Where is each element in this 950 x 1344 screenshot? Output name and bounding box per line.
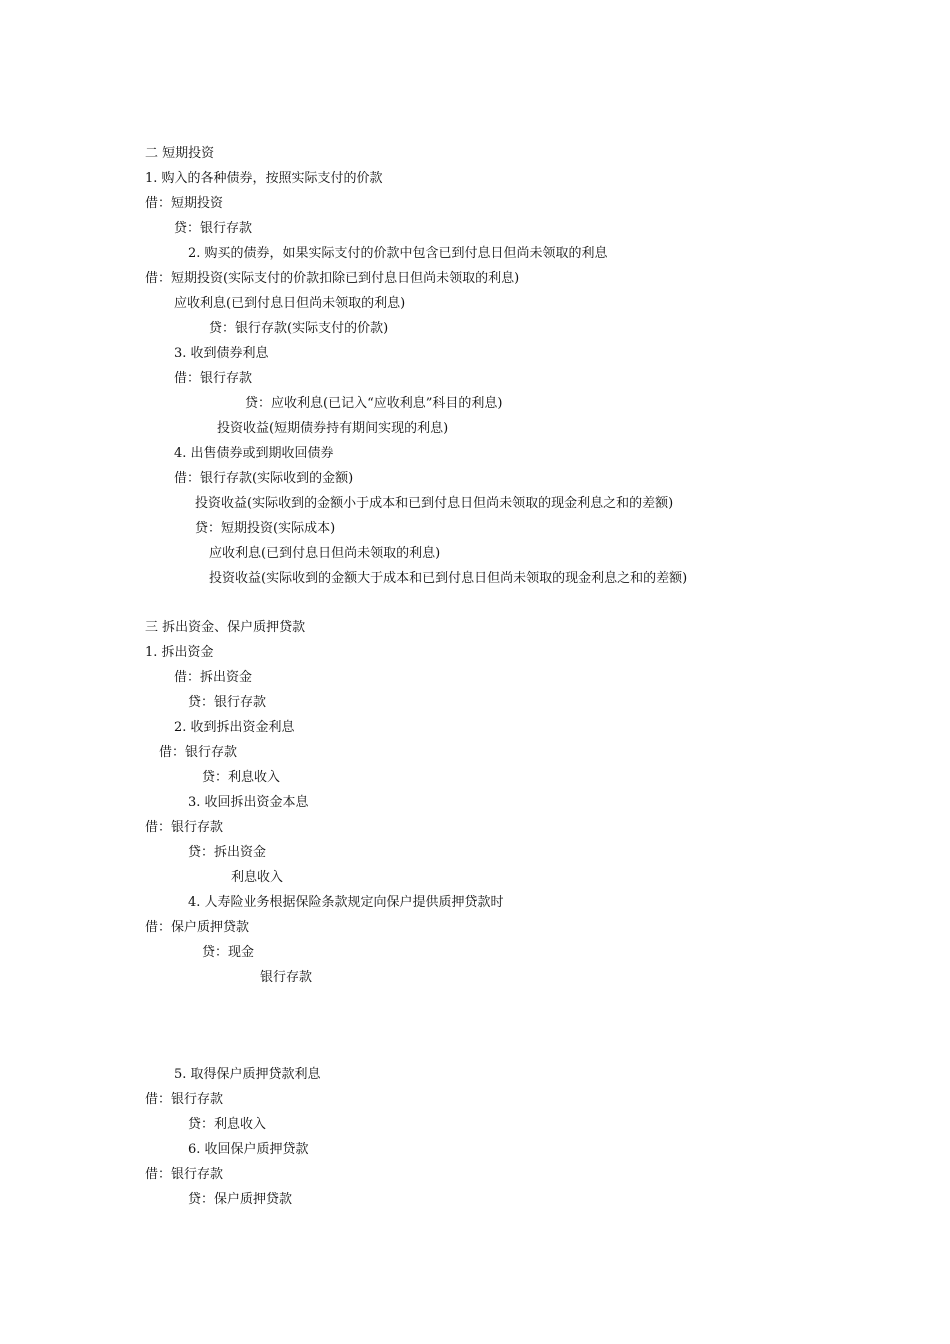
- credit-entry: 贷：银行存款: [174, 221, 253, 236]
- debit-entry: 借：银行存款: [145, 1167, 224, 1182]
- item-heading: 1. 购入的各种债券，按照实际支付的价款: [145, 171, 383, 186]
- credit-entry: 贷：银行存款: [188, 695, 267, 710]
- item-heading: 4. 出售债券或到期收回债券: [174, 446, 334, 461]
- credit-entry-continued: 应收利息(已到付息日但尚未领取的利息): [209, 546, 441, 561]
- credit-entry: 贷：利息收入: [188, 1117, 267, 1132]
- debit-entry: 借：银行存款: [174, 371, 253, 386]
- item-heading: 4. 人寿险业务根据保险条款规定向保户提供质押贷款时: [188, 895, 504, 910]
- debit-entry: 借：银行存款: [145, 1092, 224, 1107]
- debit-entry: 借：银行存款: [159, 745, 238, 760]
- credit-entry: 贷：保户质押贷款: [188, 1192, 293, 1207]
- debit-entry: 借：拆出资金: [174, 670, 253, 685]
- item-heading: 1. 拆出资金: [145, 645, 214, 660]
- item-heading: 6. 收回保户质押贷款: [188, 1142, 309, 1157]
- section-heading: 三 拆出资金、保户质押贷款: [145, 620, 306, 635]
- debit-entry-continued: 投资收益(实际收到的金额小于成本和已到付息日但尚未领取的现金利息之和的差额): [195, 496, 674, 511]
- item-heading: 2. 收到拆出资金利息: [174, 720, 295, 735]
- credit-entry: 贷：拆出资金: [188, 845, 267, 860]
- item-heading: 5. 取得保户质押贷款利息: [174, 1067, 321, 1082]
- debit-entry: 借：保户质押贷款: [145, 920, 250, 935]
- credit-entry-continued: 银行存款: [260, 970, 313, 985]
- debit-entry: 借：短期投资: [145, 196, 224, 211]
- item-heading: 3. 收到债券利息: [174, 346, 269, 361]
- credit-entry-continued: 利息收入: [231, 870, 284, 885]
- credit-entry: 贷：应收利息(已记入“应收利息”科目的利息): [245, 396, 503, 411]
- item-heading: 2. 购买的债券，如果实际支付的价款中包含已到付息日但尚未领取的利息: [188, 246, 608, 261]
- section-heading: 二 短期投资: [145, 146, 215, 161]
- credit-entry: 贷：利息收入: [202, 770, 281, 785]
- debit-entry: 借：银行存款(实际收到的金额): [174, 471, 354, 486]
- debit-entry: 借：银行存款: [145, 820, 224, 835]
- credit-entry-continued: 投资收益(短期债券持有期间实现的利息): [217, 421, 449, 436]
- debit-entry-continued: 应收利息(已到付息日但尚未领取的利息): [174, 296, 406, 311]
- credit-entry-continued: 投资收益(实际收到的金额大于成本和已到付息日但尚未领取的现金利息之和的差额): [209, 571, 688, 586]
- item-heading: 3. 收回拆出资金本息: [188, 795, 309, 810]
- credit-entry: 贷：短期投资(实际成本): [195, 521, 336, 536]
- credit-entry: 贷：现金: [202, 945, 255, 960]
- debit-entry: 借：短期投资(实际支付的价款扣除已到付息日但尚未领取的利息): [145, 271, 520, 286]
- credit-entry: 贷：银行存款(实际支付的价款): [209, 321, 389, 336]
